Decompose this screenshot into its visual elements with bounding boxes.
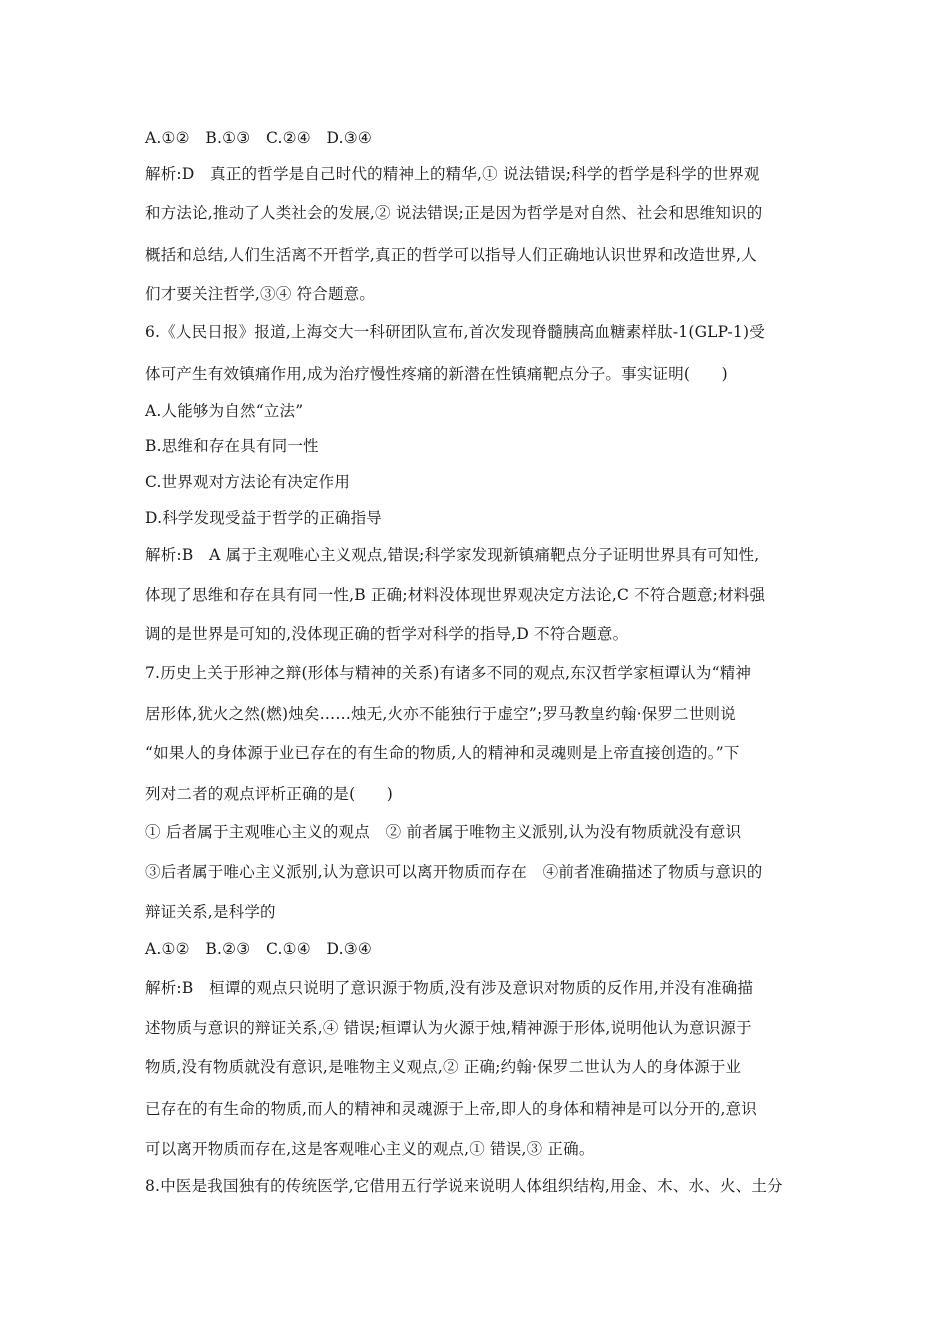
q6-option-c: C.世界观对方法论有决定作用 — [145, 473, 351, 491]
q7-choices-line-1: ① 后者属于主观唯心主义的观点 ② 前者属于唯物主义派别,认为没有物质就没有意识 — [145, 823, 742, 841]
q5-analysis-line-3: 概括和总结,人们生活离不开哲学,真正的哲学可以指导人们正确地认识世界和改造世界,人 — [145, 246, 757, 264]
q5-analysis-line-1: 解析:D 真正的哲学是自己时代的精神上的精华,① 说法错误;科学的哲学是科学的世界观 — [145, 165, 760, 183]
q6-stem-line-2: 体可产生有效镇痛作用,成为治疗慢性疼痛的新潜在性镇痛靶点分子。事实证明( ) — [145, 365, 728, 383]
q7-stem-line-2: 居形体,犹火之然(燃)烛矣……烛无,火亦不能独行于虚空”;罗马教皇约翰·保罗二世则说 — [145, 705, 736, 723]
q7-stem-line-4: 列对二者的观点评析正确的是( ) — [145, 785, 393, 803]
q5-analysis-line-2: 和方法论,推动了人类社会的发展,② 说法错误;正是因为哲学是对自然、社会和思维知识的 — [145, 204, 763, 222]
q7-analysis-line-1: 解析:B 桓谭的观点只说明了意识源于物质,没有涉及意识对物质的反作用,并没有准确描 — [145, 979, 754, 997]
q5-analysis-line-4: 们才要关注哲学,③④ 符合题意。 — [145, 285, 376, 303]
q8-stem-line-1: 8.中医是我国独有的传统医学,它借用五行学说来说明人体组织结构,用金、木、水、火、土分 — [145, 1177, 783, 1195]
q6-analysis-line-3: 调的是世界是可知的,没体现正确的哲学对科学的指导,D 不符合题意。 — [145, 625, 629, 643]
q7-stem-line-1: 7.历史上关于形神之辩(形体与精神的关系)有诸多不同的观点,东汉哲学家桓谭认为“精神 — [145, 664, 752, 682]
q7-choices-line-2: ③后者属于唯心主义派别,认为意识可以离开物质而存在 ④前者准确描述了物质与意识的 — [145, 863, 763, 881]
q7-analysis-line-5: 可以离开物质而存在,这是客观唯心主义的观点,① 错误,③ 正确。 — [145, 1140, 595, 1158]
q5-options: A.①② B.①③ C.②④ D.③④ — [145, 129, 372, 147]
q6-analysis-line-2: 体现了思维和存在具有同一性,B 正确;材料没体现世界观决定方法论,C 不符合题意;材料强 — [145, 586, 766, 604]
q7-analysis-line-3: 物质,没有物质就没有意识,是唯物主义观点,② 正确;约翰·保罗二世认为人的身体源于业 — [145, 1058, 742, 1076]
q7-analysis-line-2: 述物质与意识的辩证关系,④ 错误;桓谭认为火源于烛,精神源于形体,说明他认为意识源于 — [145, 1019, 752, 1037]
q7-choices-line-3: 辩证关系,是科学的 — [145, 903, 276, 921]
q6-option-a: A.人能够为自然“立法” — [145, 402, 304, 420]
q7-options: A.①② B.②③ C.①④ D.③④ — [145, 940, 372, 958]
q6-analysis-line-1: 解析:B A 属于主观唯心主义观点,错误;科学家发现新镇痛靶点分子证明世界具有可知性, — [145, 546, 760, 564]
q6-option-d: D.科学发现受益于哲学的正确指导 — [145, 509, 383, 527]
q6-stem-line-1: 6.《人民日报》报道,上海交大一科研团队宣布,首次发现脊髓胰高血糖素样肽-1(GLP-1)受 — [145, 323, 765, 341]
q7-analysis-line-4: 已存在的有生命的物质,而人的精神和灵魂源于上帝,即人的身体和精神是可以分开的,意识 — [145, 1100, 757, 1118]
q7-stem-line-3: “如果人的身体源于业已存在的有生命的物质,人的精神和灵魂则是上帝直接创造的。”下 — [145, 744, 740, 762]
q6-option-b: B.思维和存在具有同一性 — [145, 437, 319, 455]
